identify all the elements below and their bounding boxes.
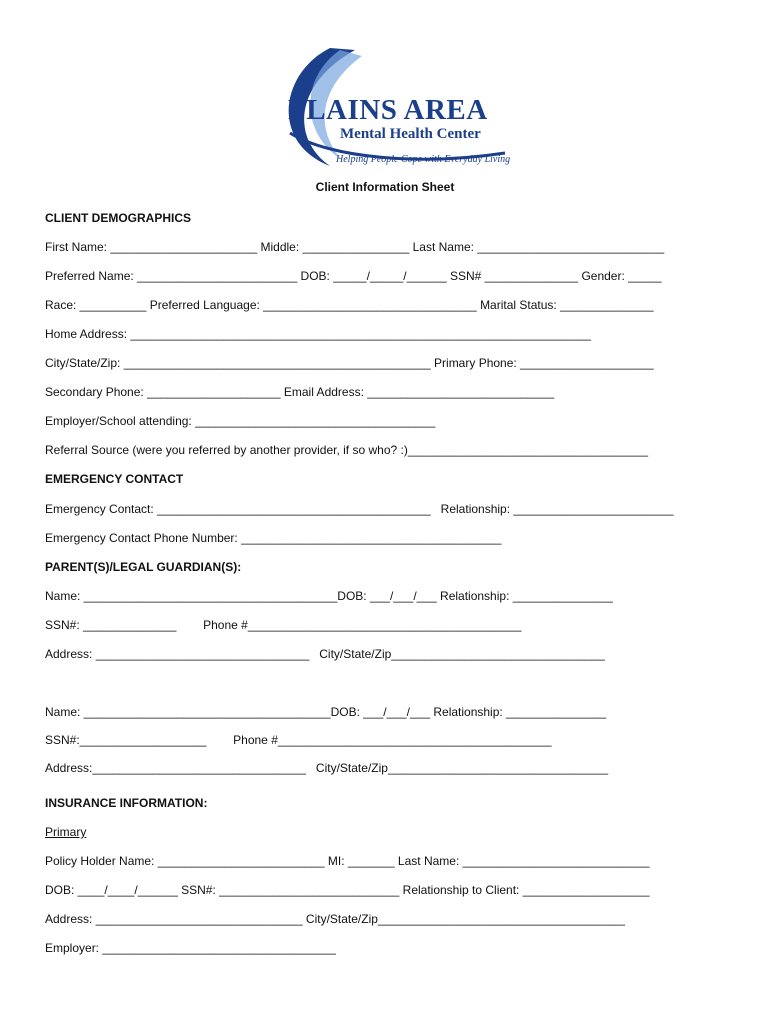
emergency-contact-row[interactable]: Emergency Contact: _________________________________________ Relationship: ________________________	[45, 502, 674, 516]
logo-subtitle: Mental Health Center	[340, 126, 481, 142]
logo-tagline: Helping People Cope with Everyday Living	[336, 154, 511, 165]
guardian1-name-row[interactable]: Name: ______________________________________DOB: ___/___/___ Relationship: _______________	[45, 589, 613, 603]
guardian-heading: PARENT(S)/LEGAL GUARDIAN(S):	[45, 560, 242, 574]
policy-holder-row[interactable]: Policy Holder Name: _________________________ MI: _______ Last Name: ____________________________	[45, 854, 650, 868]
insurance-heading: INSURANCE INFORMATION:	[45, 796, 208, 810]
guardian2-address-row[interactable]: Address:________________________________ City/State/Zip_________________________________	[45, 761, 609, 775]
referral-row[interactable]: Referral Source (were you referred by another provider, if so who? :)____________________________________	[45, 443, 649, 457]
city-state-zip-row[interactable]: City/State/Zip: ______________________________________________ Primary Phone: ____________________	[45, 356, 654, 370]
guardian1-ssn-row[interactable]: SSN#: ______________ Phone #_________________________________________	[45, 618, 522, 632]
preferred-name-row[interactable]: Preferred Name: ________________________ DOB: _____/_____/______ SSN# ______________ Gender: _____	[45, 269, 662, 283]
name-row[interactable]: First Name: ______________________ Middle: ________________ Last Name: ____________________________	[45, 240, 665, 254]
guardian1-address-row[interactable]: Address: ________________________________ City/State/Zip________________________________	[45, 647, 605, 661]
plains-area-logo	[270, 38, 520, 178]
secondary-phone-row[interactable]: Secondary Phone: ____________________ Email Address: ____________________________	[45, 385, 555, 399]
race-row[interactable]: Race: __________ Preferred Language: ________________________________ Marital Status: ______________	[45, 298, 654, 312]
primary-label: Primary	[45, 825, 87, 839]
home-address-row[interactable]: Home Address: _____________________________________________________________________	[45, 327, 591, 341]
insurance-address-row[interactable]: Address: _______________________________ City/State/Zip_____________________________________	[45, 912, 625, 926]
emergency-phone-row[interactable]: Emergency Contact Phone Number: _______________________________________	[45, 531, 502, 545]
guardian2-name-row[interactable]: Name: _____________________________________DOB: ___/___/___ Relationship: _______________	[45, 705, 607, 719]
guardian2-ssn-row[interactable]: SSN#:___________________ Phone #_________________________________________	[45, 733, 552, 747]
insurance-employer-row[interactable]: Employer: ___________________________________	[45, 941, 336, 955]
client-demographics-heading: CLIENT DEMOGRAPHICS	[45, 211, 192, 225]
insurance-dob-row[interactable]: DOB: ____/____/______ SSN#: ___________________________ Relationship to Client: ___________________	[45, 883, 650, 897]
logo-title: PLAINS AREA	[288, 94, 488, 126]
sheet-title: Client Information Sheet	[315, 180, 455, 194]
emergency-contact-heading: EMERGENCY CONTACT	[45, 472, 184, 486]
employer-school-row[interactable]: Employer/School attending: ____________________________________	[45, 414, 436, 428]
